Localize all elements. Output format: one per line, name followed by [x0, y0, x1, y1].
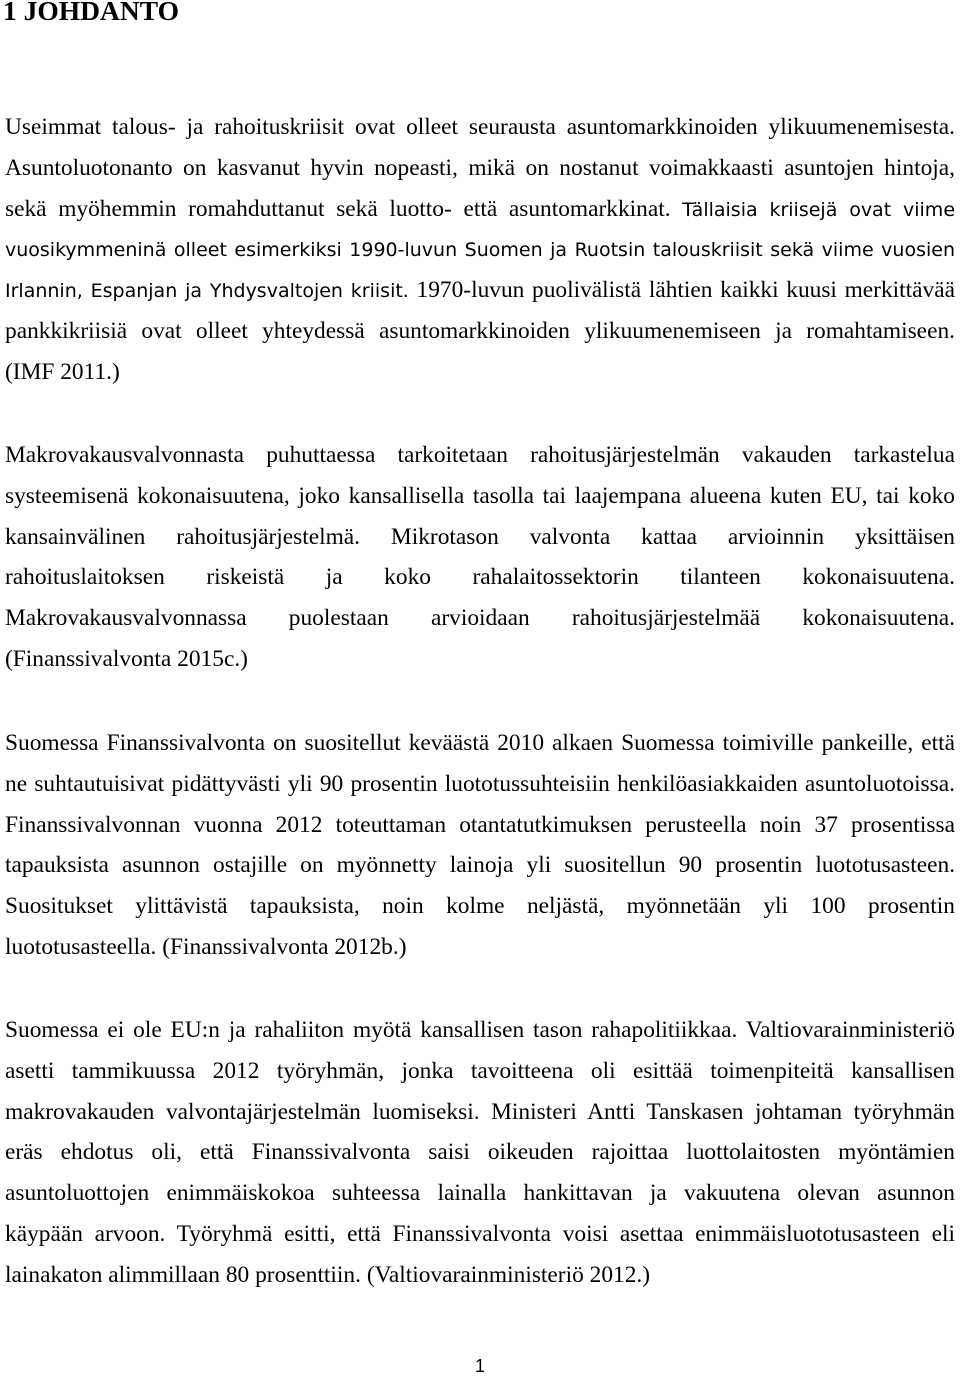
- text-line: kansainvälinen rahoitusjärjestelmä. Mikrotason valvonta kattaa arvioinnin yksittäisen: [5, 523, 955, 550]
- text-segment: vuosikymmeninä olleet esimerkiksi 1990-luvun Suomen ja Ruotsin talouskriisit sekä viime vuosien: [5, 239, 955, 262]
- text-line: tapauksista asunnon ostajille on myönnetty lainoja yli suositellun 90 prosentin luototusasteen.: [5, 852, 955, 879]
- text-line: Suomessa ei ole EU:n ja rahaliiton myötä kansallisen tason rahapolitiikkaa. Valtiovarainministeriö: [5, 1017, 955, 1043]
- text-line: asuntoluottojen enimmäiskokoa suhteessa lainalla hankittavan ja vakuutena olevan asunnon: [5, 1180, 955, 1207]
- text-line: Useimmat talous- ja rahoituskriisit ovat olleet seurausta asuntomarkkinoiden ylikuumenemisesta.: [5, 114, 955, 140]
- text-line: [5, 229, 955, 270]
- text-line: Suositukset ylittävistä tapauksista, noin kolme neljästä, myönnetään yli 100 prosentin: [5, 893, 955, 920]
- text-line: pankkikriisiä ovat olleet yhteydessä asuntomarkkinoiden ylikuumenemiseen ja romahtamiseen.: [5, 317, 955, 344]
- text-line: asetti tammikuussa 2012 työryhmän, jonka tavoitteena oli esittää toimenpiteitä kansallisen: [5, 1057, 955, 1084]
- text-segment: sekä myöhemmin romahduttanut sekä luotto- että asuntomarkkinat.: [5, 195, 671, 222]
- paragraph-4: [5, 1010, 955, 1296]
- text-line: Makrovakausvalvonnasta puhuttaessa tarkoitetaan rahoitusjärjestelmän vakauden tarkastelua: [5, 442, 955, 468]
- text-line: eräs ehdotus oli, että Finanssivalvonta saisi oikeuden rajoittaa luottolaitosten myöntämien: [5, 1139, 955, 1166]
- text-line: ne suhtautuisivat pidättyvästi yli 90 prosentin luototussuhteisiin henkilöasiakkaiden asuntoluotoissa.: [5, 770, 955, 797]
- text-line: [5, 189, 955, 230]
- text-line: Suomessa Finanssivalvonta on suositellut keväästä 2010 alkaen Suomessa toimiville pankeille, että: [5, 730, 955, 756]
- citation-line: (Finanssivalvonta 2015c.): [5, 645, 248, 672]
- paragraph-3: [5, 723, 955, 968]
- text-line: luototusasteella. (Finanssivalvonta 2012b.): [5, 933, 407, 960]
- text-line: Finanssivalvonnan vuonna 2012 toteuttaman otantatutkimuksen perusteella noin 37 prosentissa: [5, 811, 955, 838]
- paragraph-2: [5, 435, 955, 680]
- paragraph-1: [5, 107, 955, 393]
- text-line: systeemisenä kokonaisuutena, joko kansallisella tasolla tai laajempana alueena kuten EU, tai koko: [5, 482, 955, 509]
- text-line: makrovakauden valvontajärjestelmän luomiseksi. Ministeri Antti Tanskasen johtaman työryhmän: [5, 1098, 955, 1125]
- chapter-heading: 1 JOHDANTO: [3, 0, 179, 26]
- text-segment: Irlannin, Espanjan ja Yhdysvaltojen kriisit.: [5, 280, 409, 303]
- text-segment: 1970-luvun puolivälistä lähtien kaikki kuusi merkittävää: [416, 277, 955, 304]
- text-segment: Tällaisia kriisejä ovat viime: [682, 198, 956, 221]
- text-line: käypään arvoon. Työryhmä esitti, että Finanssivalvonta voisi asettaa enimmäisluototusasteen eli: [5, 1220, 955, 1247]
- page-number: 1: [474, 1356, 485, 1376]
- text-line: rahoituslaitoksen riskeistä ja koko rahalaitossektorin tilanteen kokonaisuutena.: [5, 564, 955, 591]
- text-line: [5, 270, 955, 311]
- text-line: Asuntoluotonanto on kasvanut hyvin nopeasti, mikä on nostanut voimakkaasti asuntojen hintoja,: [5, 154, 955, 181]
- text-line: Makrovakausvalvonnassa puolestaan arvioidaan rahoitusjärjestelmää kokonaisuutena.: [5, 605, 955, 632]
- text-line: lainakaton alimmillaan 80 prosenttiin. (Valtiovarainministeriö 2012.): [5, 1261, 651, 1288]
- citation-line: (IMF 2011.): [5, 358, 120, 385]
